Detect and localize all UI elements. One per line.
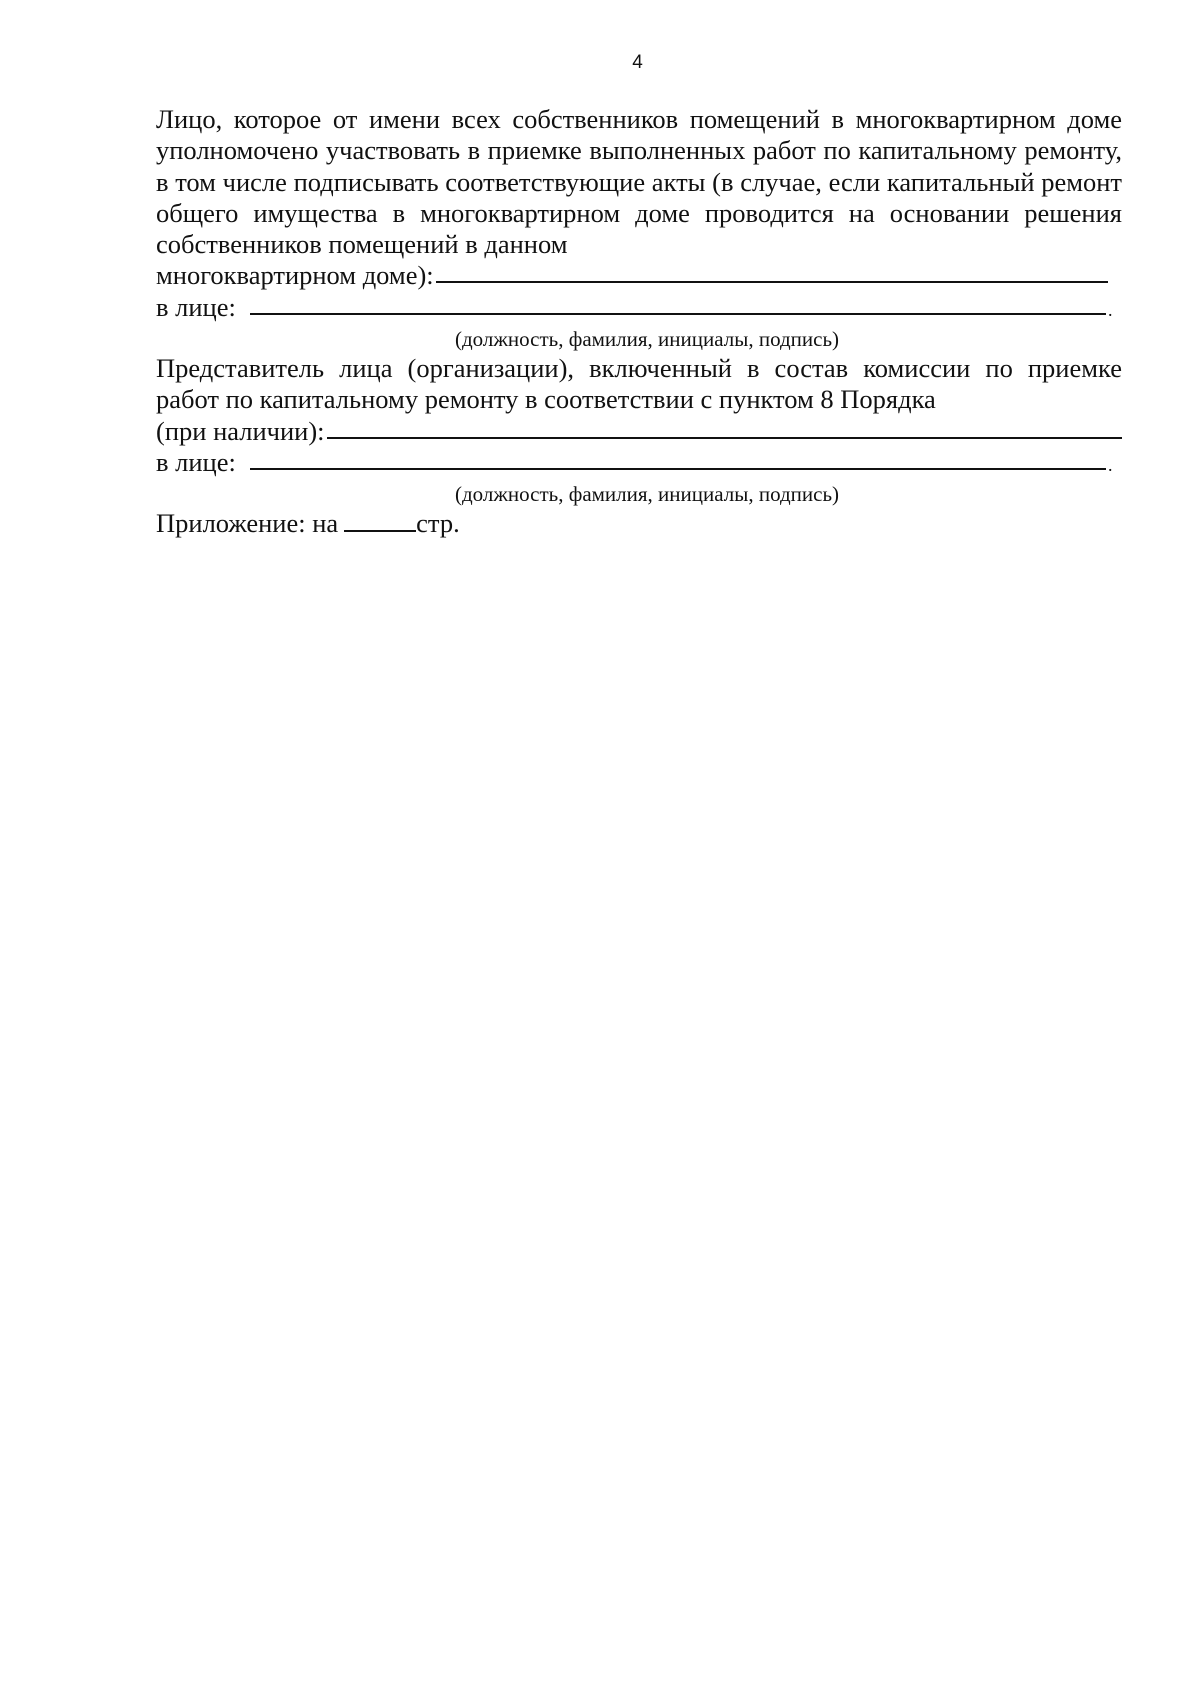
appendix-suffix: стр. — [416, 508, 460, 539]
page-number: 4 — [632, 52, 643, 73]
owner-in-person-row — [156, 292, 1122, 326]
owner-representative-paragraph: Лицо, которое от имени всех собственников помещений в многоквартирном доме уполномочено участвовать в приемке выполненных работ по капитальному ремонту, в том числе подписывать соответствующие акты (в случае, если капитальный ремонт общего имущества в многоквартирном доме проводится на основании решения собственников помещений в данном — [156, 104, 1122, 260]
appendix-line — [156, 508, 1122, 539]
org-representative-label: (при наличии): — [156, 415, 325, 446]
owner-in-person-blank-field[interactable] — [250, 312, 1106, 315]
org-in-person-period: . — [1108, 454, 1113, 475]
owner-representative-name-row — [156, 260, 1122, 291]
owner-representative-label: многоквартирном доме): — [156, 260, 434, 291]
owner-in-person-label: в лице: — [156, 291, 236, 322]
org-representative-paragraph: Представитель лица (организации), включенный в состав комиссии по приемке работ по капитальному ремонту в соответствии с пунктом 8 Порядка — [156, 353, 1122, 415]
owner-signature-caption: (должность, фамилия, инициалы, подпись) — [454, 327, 840, 352]
owner-representative-blank-field[interactable] — [436, 280, 1108, 283]
org-representative-section — [156, 353, 1122, 508]
appendix-pages-blank-field[interactable] — [344, 529, 416, 532]
owner-in-person-period: . — [1108, 299, 1113, 320]
org-in-person-blank-field[interactable] — [250, 467, 1106, 470]
owner-representative-section — [156, 104, 1122, 353]
org-in-person-row — [156, 447, 1122, 481]
document-body — [156, 104, 1122, 540]
org-signature-caption: (должность, фамилия, инициалы, подпись) — [454, 482, 840, 507]
org-in-person-label: в лице: — [156, 446, 236, 477]
appendix-prefix: Приложение: на — [156, 508, 339, 539]
org-representative-name-row — [156, 416, 1122, 447]
org-representative-blank-field[interactable] — [327, 436, 1122, 439]
